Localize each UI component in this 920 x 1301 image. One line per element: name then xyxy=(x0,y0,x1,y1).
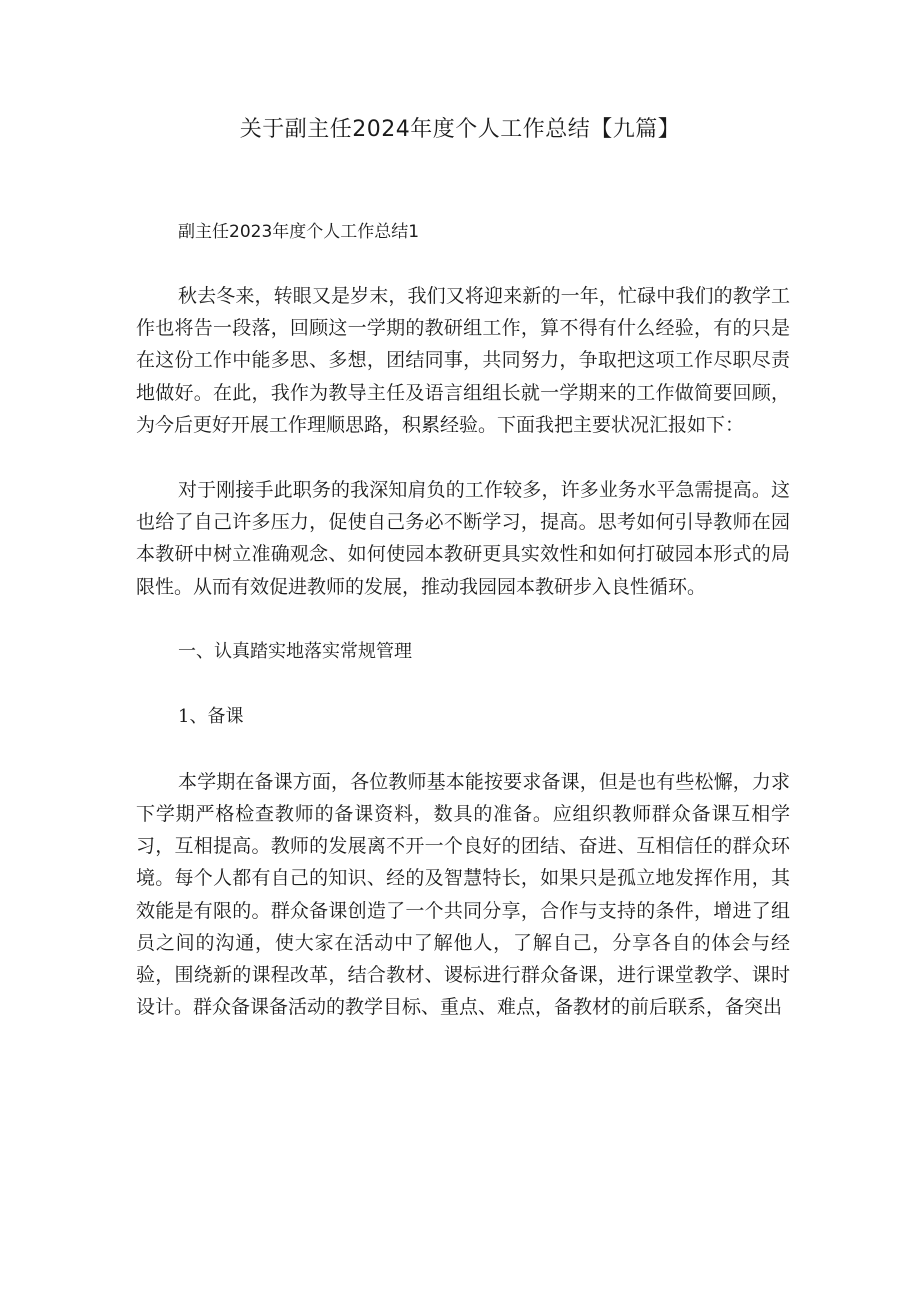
article-subtitle: 副主任2023年度个人工作总结1 xyxy=(178,222,420,242)
subsection-heading: 1、备课 xyxy=(178,705,244,727)
paragraph-lesson-prep: 本学期在备课方面，各位教师基本能按要求备课，但是也有些松懈，力求下学期严格检查教师的备课资料，数具的准备。应组织教师群众备课互相学习，互相提高。教师的发展离不开一个良好的团结、奋进、互相信任的群众环境。每个人都有自己的知识、经的及智慧特长，如果只是孤立地发挥作用，其效能是有限的。群众备课创造了一个共同分享，合作与支持的条件，增进了组员之间的沟通，使大家在活动中了解他人，了解自己，分享各自的体会与经验，围绕新的课程改革，结合教材、谡标进行群众备课，进行课堂教学、课时设计。群众备课备活动的教学目标、重点、难点，备教材的前后联系，备突出 xyxy=(136,770,790,1019)
document-title: 关于副主任2024年度个人工作总结【九篇】 xyxy=(239,117,681,142)
paragraph-reflection: 对于刚接手此职务的我深知肩负的工作较多，许多业务水平急需提高。这也给了自己许多压力，促使自己务必不断学习，提高。思考如何引导教师在园本教研中树立准确观念、如何使园本教研更具实效性和如何打破园本形式的局限性。从而有效促进教师的发展，推动我园园本教研步入良性循环。 xyxy=(136,479,790,598)
document-body xyxy=(136,216,790,1023)
section-heading: 一、认真踏实地落实常规管理 xyxy=(178,640,412,662)
paragraph-intro: 秋去冬来，转眼又是岁末，我们又将迎来新的一年，忙碌中我们的教学工作也将告一段落，回顾这一学期的教研组工作，算不得有什么经验，有的只是在这份工作中能多思、多想，团结同事，共同努力，争取把这项工作尽职尽责地做好。在此，我作为教导主任及语言组组长就一学期来的工作做简要回顾，为今后更好开展工作理顺思路，积累经验。下面我把主要状况汇报如下： xyxy=(136,285,790,436)
